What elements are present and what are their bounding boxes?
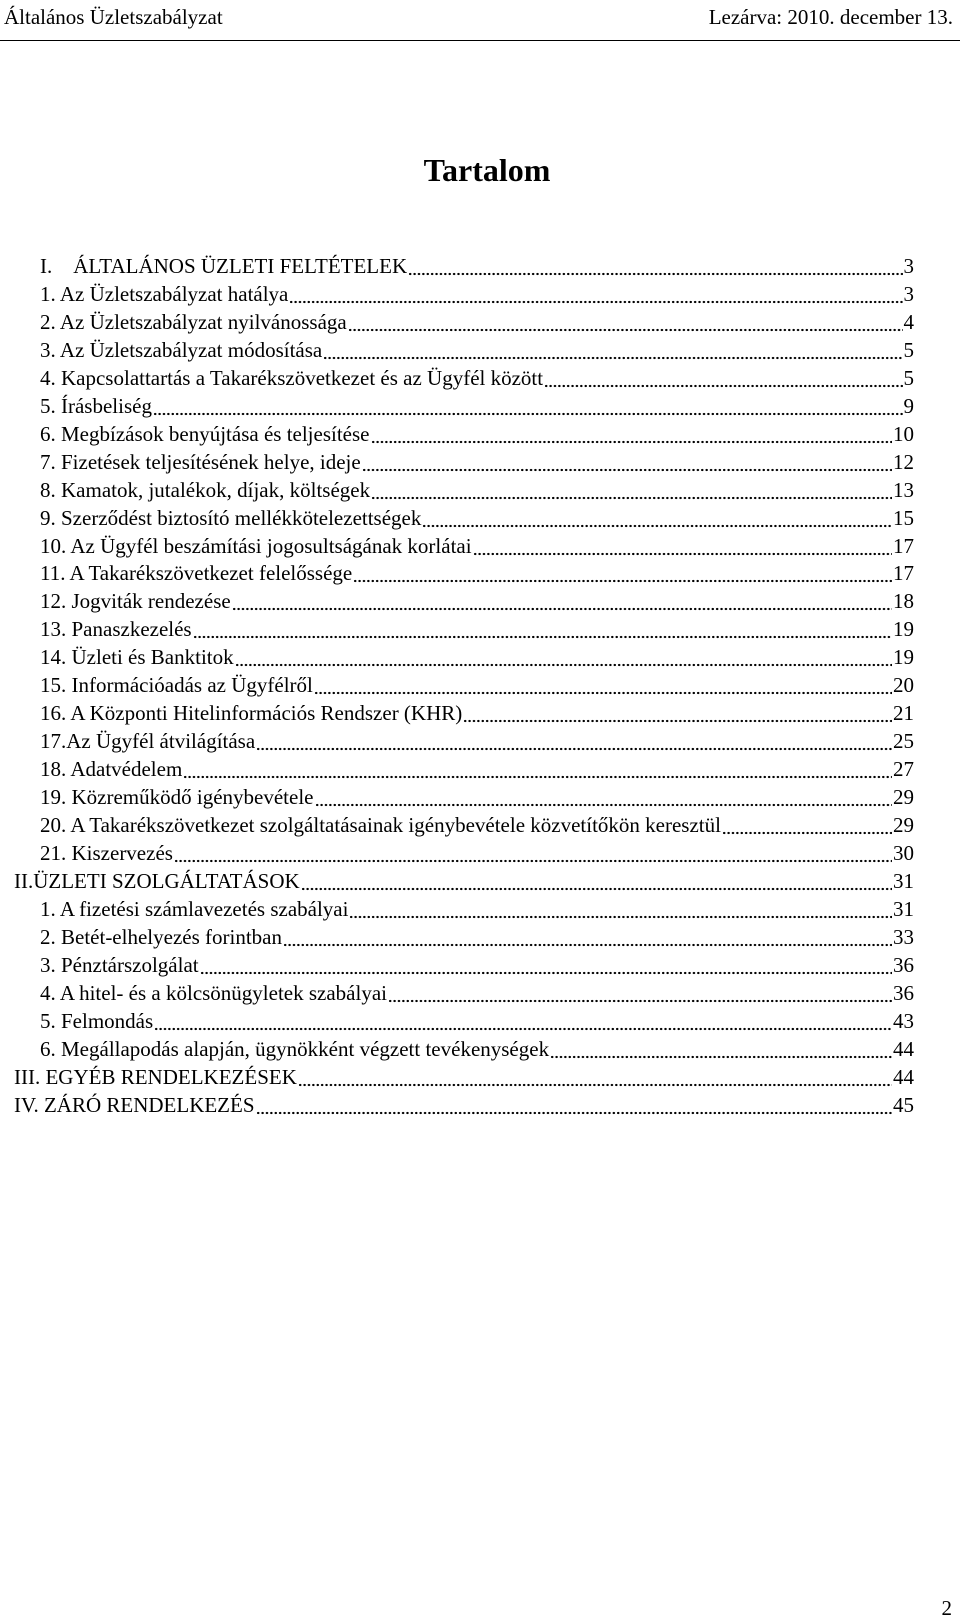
toc-dot-leader (422, 506, 892, 530)
toc-entry-page: 30 (893, 840, 914, 865)
toc-entry[interactable] (40, 530, 914, 558)
toc-entry-page: 27 (893, 757, 914, 782)
toc-entry-page: 17 (893, 533, 914, 558)
toc-entry[interactable] (40, 585, 914, 613)
toc-entry-page: 9 (903, 393, 914, 418)
toc-entry-page: 21 (893, 701, 914, 726)
toc-entry-label: 9. Szerződést biztosító mellékkötelezettségek (40, 505, 422, 530)
toc-entry-page: 5 (903, 365, 914, 390)
toc-dot-leader (200, 953, 892, 977)
toc-entry-label: 13. Panaszkezelés (40, 617, 192, 642)
toc-entry-label: 17.Az Ügyfél átvilágítása (40, 729, 256, 754)
toc-entry-label: 7. Fizetések teljesítésének helye, ideje (40, 449, 361, 474)
toc-entry-label: 19. Közreműködő igénybevétele (40, 785, 314, 810)
toc-entry[interactable] (40, 362, 914, 390)
toc-dot-leader (544, 366, 902, 390)
toc-dot-leader (323, 338, 902, 362)
toc-dot-leader (183, 757, 892, 781)
toc-dot-leader (154, 1009, 892, 1033)
toc-entry-label: 11. A Takarékszövetkezet felelőssége (40, 561, 353, 586)
toc-entry[interactable] (14, 865, 914, 893)
toc-entry[interactable] (40, 893, 914, 921)
toc-dot-leader (371, 478, 892, 502)
toc-entry[interactable] (40, 250, 914, 278)
toc-entry-label: 4. Kapcsolattartás a Takarékszövetkezet és az Ügyfél között (40, 365, 544, 390)
toc-dot-leader (408, 254, 902, 278)
toc-entry[interactable] (40, 781, 914, 809)
toc-entry-label: 21. Kiszervezés (40, 840, 173, 865)
toc-entry-page: 19 (893, 645, 914, 670)
toc-entry[interactable] (40, 390, 914, 418)
page-number: 2 (941, 1596, 952, 1620)
toc-entry[interactable] (40, 641, 914, 669)
toc-entry-label: 6. Megállapodás alapján, ügynökként végzett tevékenységek (40, 1036, 550, 1061)
toc-entry-page: 44 (893, 1064, 914, 1089)
toc-entry[interactable] (40, 418, 914, 446)
toc-dot-leader (371, 422, 893, 446)
toc-dot-leader (314, 673, 892, 697)
toc-entry[interactable] (40, 278, 914, 306)
toc-entry-page: 45 (893, 1092, 914, 1117)
toc-entry[interactable] (40, 1005, 914, 1033)
toc-entry[interactable] (40, 306, 914, 334)
toc-entry-label: 3. Pénztárszolgálat (40, 952, 199, 977)
toc-dot-leader (232, 589, 892, 613)
toc-entry[interactable] (40, 753, 914, 781)
page-title: Tartalom (423, 152, 551, 188)
toc-entry-label: 10. Az Ügyfél beszámítási jogosultságának korlátai (40, 533, 472, 558)
toc-entry-label: 12. Jogviták rendezése (40, 589, 231, 614)
toc-entry-label: 14. Üzleti és Banktitok (40, 645, 234, 670)
toc-entry-page: 15 (893, 505, 914, 530)
page-header (0, 0, 960, 41)
toc-entry-page: 31 (893, 868, 914, 893)
toc-entry-page: 12 (893, 449, 914, 474)
toc-entry-page: 18 (893, 589, 914, 614)
toc-entry[interactable] (40, 334, 914, 362)
toc-entry-page: 36 (893, 952, 914, 977)
toc-entry-label: 2. Az Üzletszabályzat nyilvánossága (40, 309, 347, 334)
toc-dot-leader (301, 869, 892, 893)
toc-dot-leader (298, 1065, 892, 1089)
toc-entry-page: 25 (893, 729, 914, 754)
toc-dot-leader (283, 925, 892, 949)
toc-entry[interactable] (40, 446, 914, 474)
toc-dot-leader (256, 1093, 892, 1117)
toc-entry[interactable] (40, 949, 914, 977)
toc-entry-label: IV. ZÁRÓ RENDELKEZÉS (14, 1092, 255, 1117)
toc-entry-label: III. EGYÉB RENDELKEZÉSEK (14, 1064, 297, 1089)
toc-entry[interactable] (40, 557, 914, 585)
toc-dot-leader (256, 729, 892, 753)
toc-entry-page: 17 (893, 561, 914, 586)
toc-entry-page: 3 (903, 281, 914, 306)
toc-entry-page: 13 (893, 477, 914, 502)
toc-entry-page: 19 (893, 617, 914, 642)
toc-dot-leader (550, 1037, 892, 1061)
toc-entry-label: 2. Betét-elhelyezés forintban (40, 924, 282, 949)
toc-dot-leader (174, 841, 892, 865)
toc-entry-label: 16. A Központi Hitelinformációs Rendszer (KHR) (40, 701, 463, 726)
toc-dot-leader (315, 785, 893, 809)
toc-entry-label: 8. Kamatok, jutalékok, díjak, költségek (40, 477, 371, 502)
toc-dot-leader (353, 561, 892, 585)
toc-entry[interactable] (40, 502, 914, 530)
toc-entry[interactable] (14, 1061, 914, 1089)
toc-entry-page: 3 (903, 254, 914, 278)
toc-dot-leader (153, 394, 903, 418)
toc-entry[interactable] (40, 837, 914, 865)
toc-dot-leader (349, 897, 892, 921)
toc-entry-label: 6. Megbízások benyújtása és teljesítése (40, 421, 370, 446)
toc-entry-label: 18. Adatvédelem (40, 757, 183, 782)
toc-dot-leader (235, 645, 892, 669)
toc-dot-leader (463, 701, 892, 725)
toc-entry-page: 4 (903, 309, 914, 334)
toc-entry-label: 5. Írásbeliség (40, 393, 152, 418)
toc-entry-label: II.ÜZLETI SZOLGÁLTATÁSOK (14, 868, 300, 893)
toc-entry[interactable] (40, 697, 914, 725)
toc-entry-page: 20 (893, 673, 914, 698)
toc-entry-page: 5 (903, 337, 914, 362)
toc-dot-leader (388, 981, 892, 1005)
toc-entry-label: 3. Az Üzletszabályzat módosítása (40, 337, 323, 362)
toc-entry-page: 29 (893, 813, 914, 837)
toc-entry-label: 4. A hitel- és a kölcsönügyletek szabályai (40, 980, 387, 1005)
toc-entry-page: 29 (893, 785, 914, 810)
toc-entry[interactable] (40, 921, 914, 949)
toc-entry[interactable] (40, 809, 914, 837)
toc-entry[interactable] (14, 1089, 914, 1117)
toc-entry-page: 10 (893, 421, 914, 446)
toc-entry[interactable] (40, 669, 914, 697)
toc-entry-page: 33 (893, 924, 914, 949)
toc-entry[interactable] (40, 474, 914, 502)
toc-entry-label: 15. Információadás az Ügyfélről (40, 673, 313, 698)
toc-entry[interactable] (40, 977, 914, 1005)
toc-dot-leader (289, 282, 902, 306)
toc-entry-page: 44 (893, 1036, 914, 1061)
header-closing-date: Lezárva: 2010. december 13. (708, 5, 953, 29)
toc-entry-page: 36 (893, 980, 914, 1005)
toc-entry-label: 1. A fizetési számlavezetés szabályai (40, 896, 349, 921)
toc-dot-leader (193, 617, 892, 641)
toc-entry-label: I. ÁLTALÁNOS ÜZLETI FELTÉTELEK (40, 254, 408, 278)
toc-entry-label: 20. A Takarékszövetkezet szolgáltatásainak igénybevétele közvetítőkön keresztül (40, 813, 721, 837)
toc-dot-leader (348, 310, 903, 334)
toc-entry-page: 43 (893, 1008, 914, 1033)
toc-entry-label: 5. Felmondás (40, 1008, 154, 1033)
toc-entry-label: 1. Az Üzletszabályzat hatálya (40, 281, 289, 306)
toc-entry[interactable] (40, 1033, 914, 1061)
toc-entry[interactable] (40, 613, 914, 641)
header-document-title: Általános Üzletszabályzat (4, 5, 223, 29)
toc-dot-leader (722, 813, 892, 837)
toc-dot-leader (473, 534, 892, 558)
toc-entry[interactable] (40, 725, 914, 753)
toc-entry-page: 31 (893, 896, 914, 921)
toc-dot-leader (362, 450, 892, 474)
